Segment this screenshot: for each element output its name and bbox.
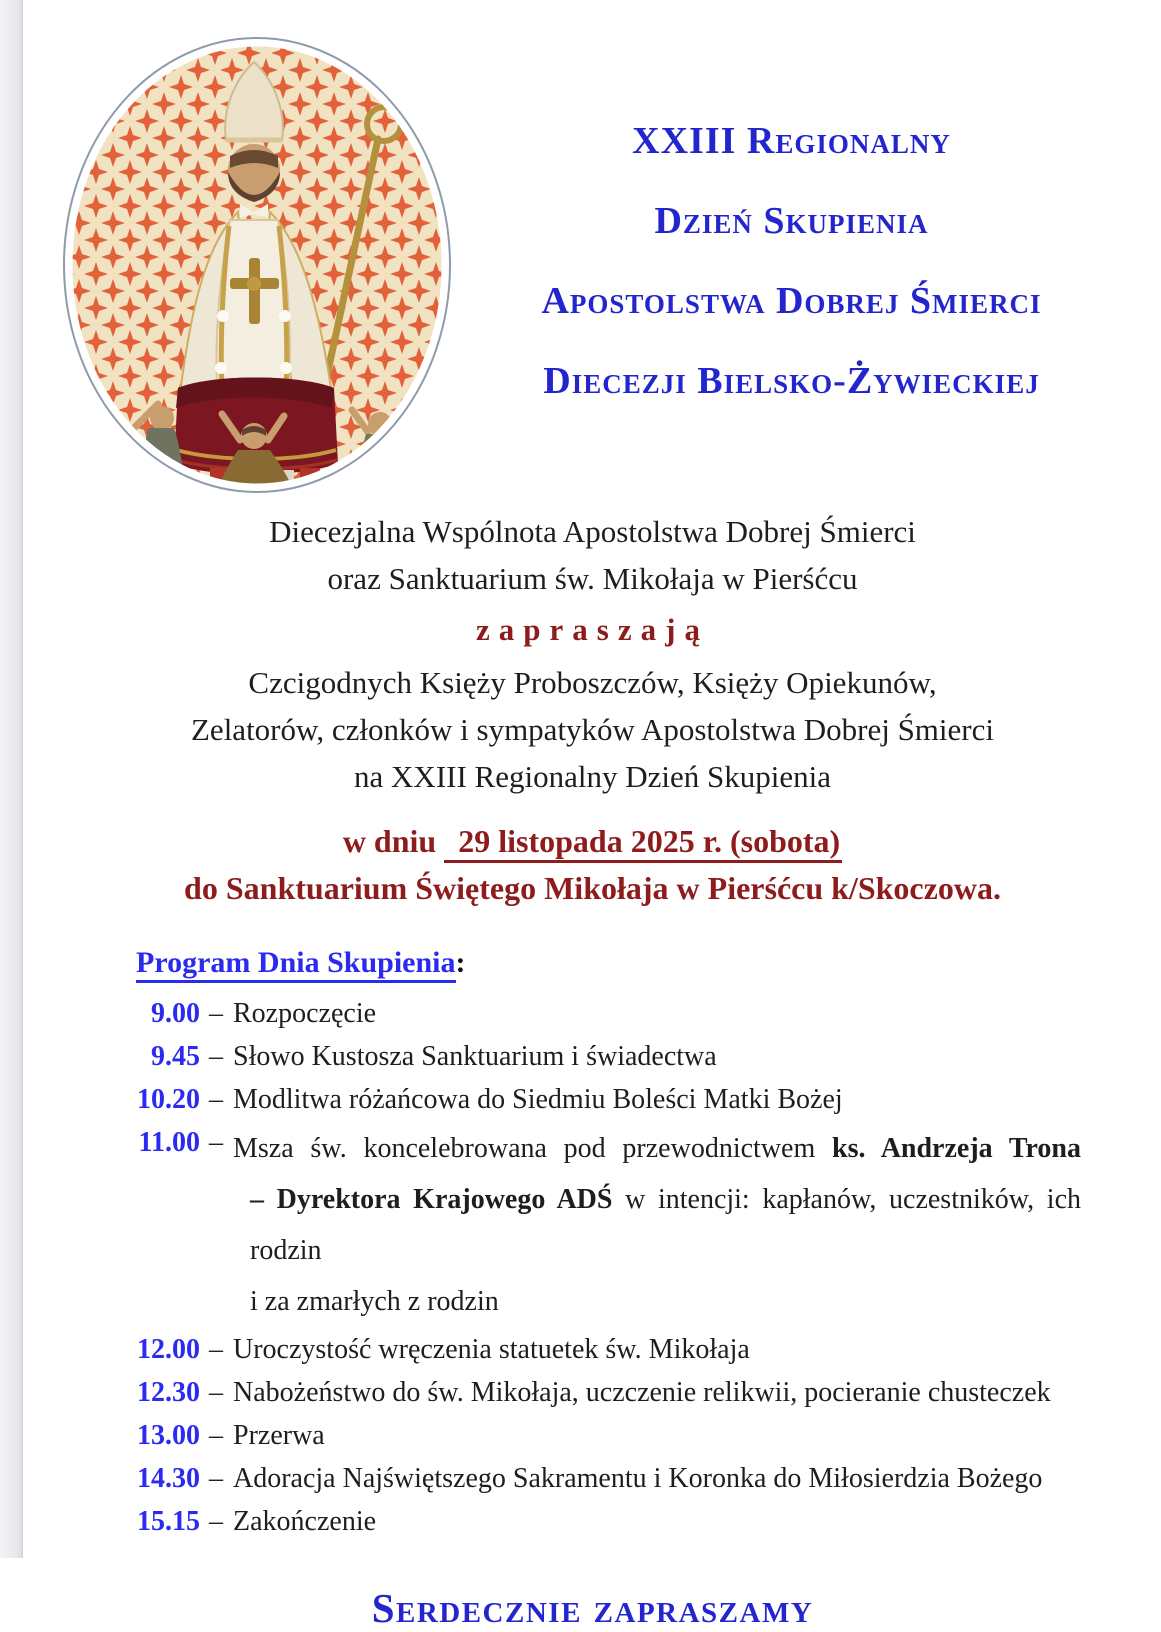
program-dash: – <box>209 1334 223 1365</box>
flyer-page <box>24 0 1161 1632</box>
mass-line-2 <box>250 1174 1081 1276</box>
program-time: 12.30 <box>137 1377 200 1408</box>
program-text-multiline <box>233 1123 1081 1327</box>
title-line-2: Dzień Skupienia <box>654 200 929 242</box>
title-line-4: Diecezji Bielsko-Żywieckiej <box>543 360 1040 402</box>
program-item <box>136 1416 1081 1456</box>
event-details <box>24 818 1161 912</box>
event-date-prefix: w dniu <box>342 823 437 859</box>
addressees-line-1: Czcigodnych Księży Proboszczów, Księży Opiekunów, <box>248 665 937 700</box>
program-text: Uroczystość wręczenia statuetek św. Mikołaja <box>233 1334 750 1365</box>
program-item <box>136 1459 1081 1499</box>
program-time: 15.15 <box>137 1506 200 1537</box>
mass-celebrant-name: ks. Andrzeja Trona <box>832 1133 1082 1164</box>
event-date-line <box>24 818 1161 865</box>
program-time: 9.45 <box>151 1041 200 1072</box>
program-title-colon: : <box>455 946 466 979</box>
mass-line-3: i za zmarłych z rodzin <box>250 1286 499 1317</box>
invite-word: zapraszają <box>476 612 709 647</box>
program-item <box>136 1502 1081 1542</box>
addressees-line-2: Zelatorów, członków i sympatyków Apostolstwa Dobrej Śmierci <box>191 712 994 747</box>
program-item <box>136 1037 1081 1077</box>
closing-invitation: Serdecznie zapraszamy <box>371 1585 814 1631</box>
program-text: Modlitwa różańcowa do Siedmiu Boleści Matki Bożej <box>233 1084 843 1115</box>
program-time: 10.20 <box>137 1084 200 1115</box>
program-title-row <box>136 946 1081 980</box>
program-item <box>136 1330 1081 1370</box>
program-dash: – <box>209 1084 223 1115</box>
program-item <box>136 1080 1081 1120</box>
program-dash: – <box>209 1463 223 1494</box>
program-dash: – <box>209 1377 223 1408</box>
program-time: 9.00 <box>151 998 200 1029</box>
program-time: 11.00 <box>138 1127 200 1158</box>
mass-line-2-normal: w intencji: kapłanów, uczestników, ich rodzin <box>250 1184 1081 1266</box>
program-time: 14.30 <box>137 1463 200 1494</box>
organizer-line-2: oraz Sanktuarium św. Mikołaja w Pierśćcu <box>327 561 858 596</box>
addressees-block <box>24 659 1161 800</box>
program-dash: – <box>209 1127 223 1158</box>
event-date-underlined: 29 listopada 2025 r. (sobota) <box>444 823 842 863</box>
program-text: Adoracja Najświętszego Sakramentu i Koronka do Miłosierdzia Bożego <box>233 1463 1043 1494</box>
program-item <box>136 994 1081 1034</box>
program-dash: – <box>209 1420 223 1451</box>
program-dash: – <box>209 1506 223 1537</box>
mass-celebrant-title: – Dyrektora Krajowego ADŚ <box>250 1184 613 1215</box>
program-time: 12.00 <box>137 1334 200 1365</box>
program-item-mass <box>136 1123 1081 1327</box>
intro-section <box>24 508 1161 800</box>
mass-line-1-normal: Msza św. koncelebrowana pod przewodnictwem <box>233 1133 816 1164</box>
program-item <box>136 1373 1081 1413</box>
program-text: Słowo Kustosza Sanktuarium i świadectwa <box>233 1041 717 1072</box>
program-dash: – <box>209 1041 223 1072</box>
program-text: Przerwa <box>233 1420 325 1451</box>
program-text: Rozpoczęcie <box>233 998 377 1029</box>
addressees-line-3: na XXIII Regionalny Dzień Skupienia <box>354 759 831 794</box>
title-line-1: XXIII Regionalny <box>632 120 951 162</box>
event-title-block <box>452 36 1131 442</box>
top-section <box>24 0 1161 494</box>
event-place-line: do Sanktuarium Świętego Mikołaja w Pierśćcu k/Skoczowa. <box>184 870 1001 906</box>
program-text: Nabożeństwo do św. Mikołaja, uczczenie relikwii, pocieranie chusteczek <box>233 1377 1051 1408</box>
title-line-3: Apostolstwa Dobrej Śmierci <box>541 280 1042 322</box>
program-time: 13.00 <box>137 1420 200 1451</box>
program-dash: – <box>209 998 223 1029</box>
page-edge-gutter <box>0 0 23 1558</box>
organizer-line-1: Diecezjalna Wspólnota Apostolstwa Dobrej Śmierci <box>269 514 916 549</box>
program-title: Program Dnia Skupienia <box>136 946 456 983</box>
mass-line-1 <box>233 1123 1081 1174</box>
program-section <box>136 946 1081 1542</box>
st-nicholas-statue-image <box>62 36 452 494</box>
program-text: Zakończenie <box>233 1506 377 1537</box>
st-nicholas-statue-photo <box>62 36 452 494</box>
